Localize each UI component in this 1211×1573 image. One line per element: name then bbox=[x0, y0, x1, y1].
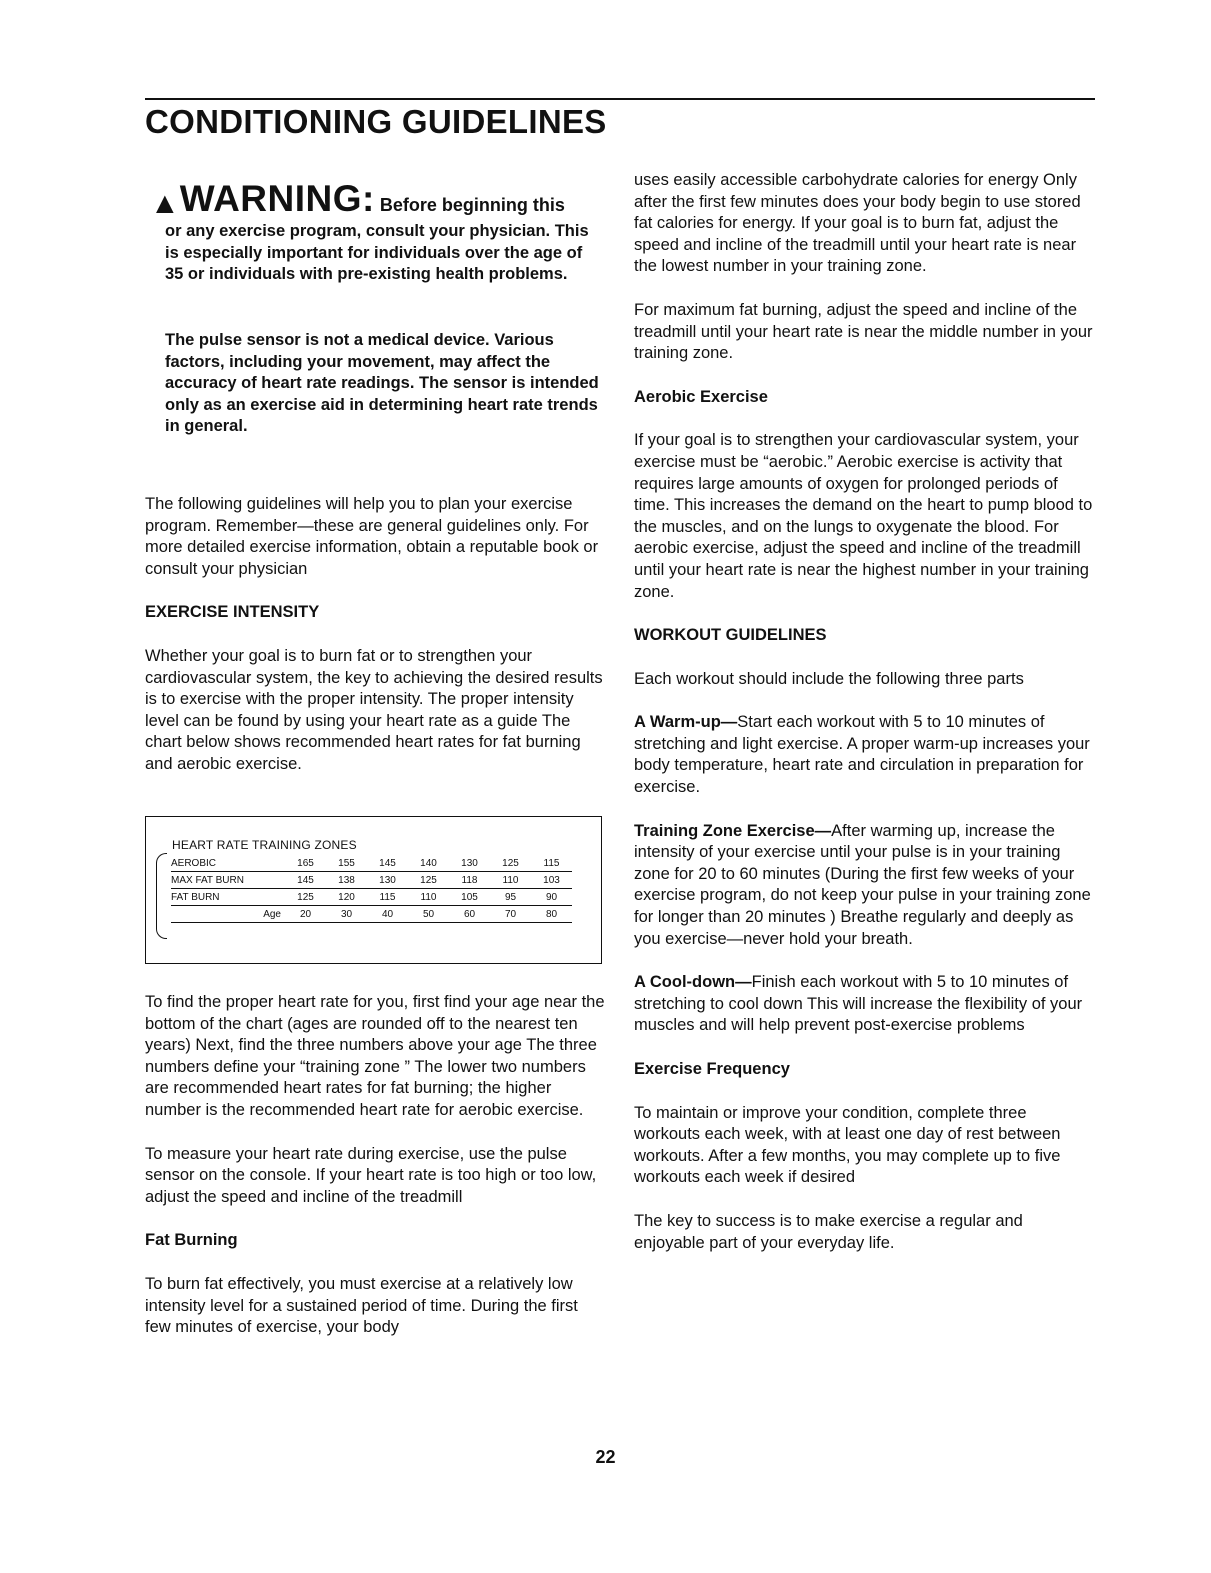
intro-paragraph: The following guidelines will help you to plan your exercise program. Remember—these are general guidelines only. For more detailed exercise information, obtain a reputable book or consult your physician bbox=[145, 495, 599, 578]
workout-paragraph: Each workout should include the following three parts bbox=[634, 669, 1024, 688]
cell: 125 bbox=[285, 889, 326, 906]
cell: 145 bbox=[285, 872, 326, 889]
warning-heading bbox=[150, 178, 610, 221]
cell: 110 bbox=[490, 872, 531, 889]
cooldown-label: A Cool-down— bbox=[634, 973, 752, 992]
training-zone-paragraph bbox=[634, 821, 1096, 951]
warning-label: WARNING bbox=[179, 178, 363, 219]
cell: 125 bbox=[490, 855, 531, 872]
table-row bbox=[171, 855, 572, 872]
cell: 165 bbox=[285, 855, 326, 872]
warmup-text: Start each workout with 5 to 10 minutes of stretching and light exercise. A proper warm-up increases your body temperature, heart rate and circulation in preparation for exercise. bbox=[634, 713, 1090, 797]
heart-rate-table bbox=[171, 855, 572, 923]
fat-burning-paragraph: To burn fat effectively, you must exercise at a relatively low intensity level for a sustained period of time. During the first few minutes of exercise, your body bbox=[145, 1274, 578, 1337]
row-label: FAT BURN bbox=[171, 889, 285, 906]
cooldown-paragraph bbox=[634, 972, 1096, 1037]
cell: 125 bbox=[408, 872, 449, 889]
age-cell: 40 bbox=[367, 906, 408, 923]
training-label: Training Zone Exercise— bbox=[634, 821, 832, 840]
fat-burning-heading: Fat Burning bbox=[145, 1231, 238, 1250]
heart-rate-chart bbox=[145, 816, 602, 964]
cell: 115 bbox=[531, 855, 572, 872]
key-to-success-paragraph: The key to success is to make exercise a regular and enjoyable part of your everyday life. bbox=[634, 1211, 1023, 1252]
age-cell: 30 bbox=[326, 906, 367, 923]
cell: 140 bbox=[408, 855, 449, 872]
age-cell: 60 bbox=[449, 906, 490, 923]
left-column-top bbox=[145, 494, 607, 776]
chart-title: HEART RATE TRAINING ZONES bbox=[172, 838, 357, 852]
cell: 103 bbox=[531, 872, 572, 889]
exercise-intensity-heading: EXERCISE INTENSITY bbox=[145, 603, 320, 622]
cell: 118 bbox=[449, 872, 490, 889]
warmup-paragraph bbox=[634, 712, 1096, 798]
warning-text: or any exercise program, consult your physician. This is especially important for individuals over the age of 35 or individuals with pre-existing health problems. bbox=[165, 222, 589, 284]
aerobic-heading: Aerobic Exercise bbox=[634, 387, 768, 406]
workout-guidelines-heading: WORKOUT GUIDELINES bbox=[634, 626, 827, 645]
cell: 105 bbox=[449, 889, 490, 906]
left-column-bottom bbox=[145, 992, 607, 1339]
age-cell: 20 bbox=[285, 906, 326, 923]
age-cell: 50 bbox=[408, 906, 449, 923]
page-title: CONDITIONING GUIDELINES bbox=[145, 103, 607, 140]
measure-paragraph: To measure your heart rate during exercise, use the pulse sensor on the console. If your heart rate is too high or too low, adjust the speed and incline of the treadmill bbox=[145, 1144, 597, 1206]
cell: 95 bbox=[490, 889, 531, 906]
intensity-paragraph: Whether your goal is to burn fat or to strengthen your cardiovascular system, the key to achieving the desired results is to exercise with the proper intensity. The proper intensity level can be found by using your heart rate as a guide The chart below shows recommended heart rates for fat burning and aerobic exercise. bbox=[145, 646, 603, 773]
warmup-label: A Warm-up— bbox=[634, 713, 738, 732]
aerobic-paragraph: If your goal is to strengthen your cardiovascular system, your exercise must be “aerobic.” Aerobic exercise is activity that requires large amounts of oxygen for prolonged periods of time. This increases the demand on the heart to pump blood to the muscles, and on the lungs to oxygenate the blood. For aerobic exercise, adjust the speed and incline of the treadmill until your heart rate is near the highest number in your training zone. bbox=[634, 431, 1093, 601]
cell: 155 bbox=[326, 855, 367, 872]
age-cell: 80 bbox=[531, 906, 572, 923]
frequency-paragraph: To maintain or improve your condition, complete three workouts each week, with at least one day of rest between workouts. After a few months, you may complete up to five workouts each week if desired bbox=[634, 1103, 1061, 1187]
find-heart-rate-paragraph: To find the proper heart rate for you, first find your age near the bottom of the chart (ages are rounded off to the nearest ten years) Next, find the three numbers above your age The three numbers define your “training zone ” The lower two numbers are recommended heart rates for fat burning; the higher number is the recommended heart rate for aerobic exercise. bbox=[145, 993, 605, 1119]
table-row bbox=[171, 889, 572, 906]
warning-lead: Before beginning this bbox=[374, 195, 565, 215]
header-rule bbox=[145, 98, 1095, 100]
table-row bbox=[171, 906, 572, 923]
age-cell: 70 bbox=[490, 906, 531, 923]
max-fat-burning-paragraph: For maximum fat burning, adjust the speed and incline of the treadmill until your heart rate is near the middle number in your training zone. bbox=[634, 300, 1093, 363]
cooldown-text: Finish each workout with 5 to 10 minutes of stretching to cool down This will increase the flexibility of your muscles and will help prevent post-exercise problems bbox=[634, 973, 1083, 1035]
continued-paragraph: uses easily accessible carbohydrate calories for energy Only after the first few minutes does your body begin to use stored fat calories for energy. If your goal is to burn fat, adjust the speed and incline of the treadmill until your heart rate is near the lowest number in your training zone. bbox=[634, 171, 1081, 276]
chart-bracket bbox=[156, 853, 167, 939]
warning-colon: : bbox=[362, 178, 375, 219]
pulse-sensor-warning: The pulse sensor is not a medical device. Various factors, including your movement, may affect the accuracy of heart rate readings. The sensor is intended only as an exercise aid in determining heart rate trends in general. bbox=[165, 331, 599, 436]
table-row bbox=[171, 872, 572, 889]
warning-triangle-icon: ▲ bbox=[150, 187, 180, 220]
cell: 110 bbox=[408, 889, 449, 906]
cell: 138 bbox=[326, 872, 367, 889]
age-label: Age bbox=[171, 906, 285, 923]
cell: 115 bbox=[367, 889, 408, 906]
cell: 120 bbox=[326, 889, 367, 906]
cell: 90 bbox=[531, 889, 572, 906]
exercise-frequency-heading: Exercise Frequency bbox=[634, 1060, 790, 1078]
cell: 130 bbox=[367, 872, 408, 889]
row-label: MAX FAT BURN bbox=[171, 872, 285, 889]
training-text: After warming up, increase the intensity of your exercise until your pulse is in your training zone for 20 to 60 minutes (During the first few weeks of your exercise program, do not keep your pulse in your training zone for longer than 20 minutes ) Breathe regularly and deeply as you exercise—never hold your breath. bbox=[634, 821, 1091, 948]
page-number: 22 bbox=[595, 1447, 616, 1467]
row-label: AEROBIC bbox=[171, 855, 285, 872]
cell: 145 bbox=[367, 855, 408, 872]
cell: 130 bbox=[449, 855, 490, 872]
right-column bbox=[634, 170, 1096, 1254]
